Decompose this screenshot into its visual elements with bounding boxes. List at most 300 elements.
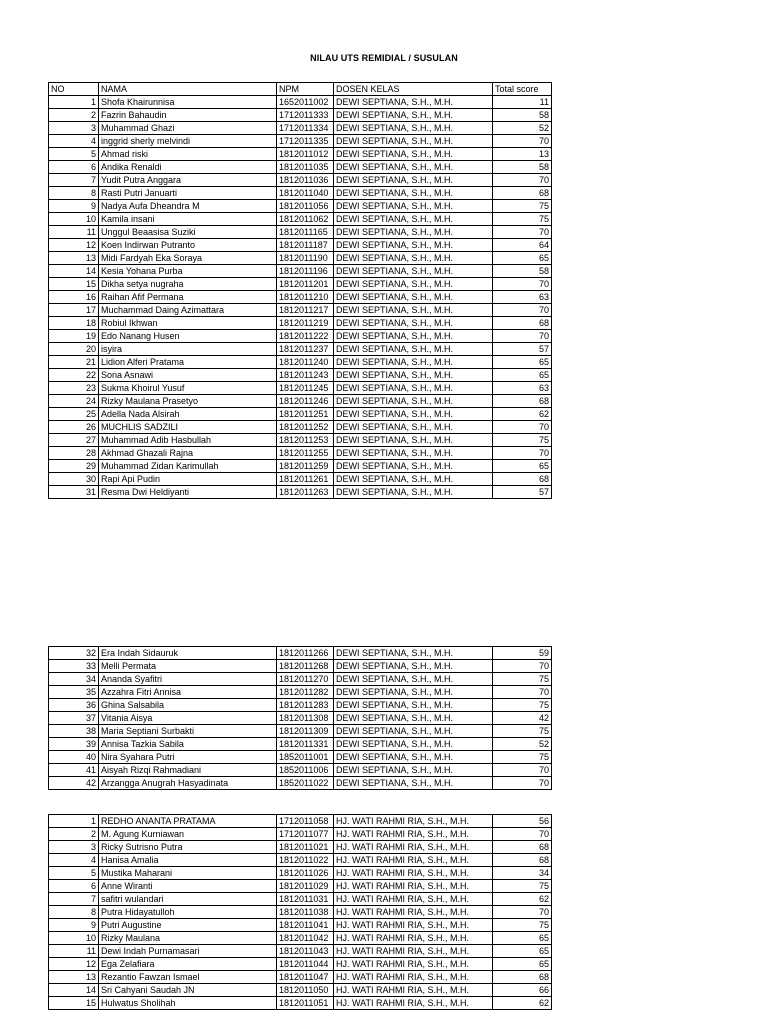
table-row [49, 919, 552, 932]
table-row [49, 699, 552, 712]
table-row [49, 841, 552, 854]
row-dosen: DEWI SEPTIANA, S.H., M.H. [334, 96, 493, 109]
row-dosen: DEWI SEPTIANA, S.H., M.H. [334, 239, 493, 252]
table-row [49, 712, 552, 725]
row-dosen: HJ. WATI RAHMI RIA, S.H., M.H. [334, 828, 493, 841]
row-score: 52 [493, 122, 552, 135]
row-npm: 1712011334 [277, 122, 334, 135]
row-npm: 1812011270 [277, 673, 334, 686]
row-score: 65 [493, 369, 552, 382]
row-nama: Rapi Api Pudin [99, 473, 277, 486]
row-dosen: DEWI SEPTIANA, S.H., M.H. [334, 135, 493, 148]
row-npm: 1812011040 [277, 187, 334, 200]
header-nama: NAMA [99, 83, 277, 96]
row-nama: Ahmad riski [99, 148, 277, 161]
table-row [49, 122, 552, 135]
row-no: 8 [49, 187, 99, 200]
row-no: 2 [49, 828, 99, 841]
row-dosen: DEWI SEPTIANA, S.H., M.H. [334, 447, 493, 460]
row-no: 28 [49, 447, 99, 460]
row-score: 11 [493, 96, 552, 109]
row-nama: Sri Cahyani Saudah JN [99, 984, 277, 997]
row-dosen: DEWI SEPTIANA, S.H., M.H. [334, 122, 493, 135]
row-npm: 1812011243 [277, 369, 334, 382]
row-score: 70 [493, 278, 552, 291]
header-dosen: DOSEN KELAS [334, 83, 493, 96]
table-row [49, 460, 552, 473]
header-row [49, 83, 552, 96]
row-dosen: DEWI SEPTIANA, S.H., M.H. [334, 304, 493, 317]
row-dosen: DEWI SEPTIANA, S.H., M.H. [334, 291, 493, 304]
row-no: 41 [49, 764, 99, 777]
table-row [49, 369, 552, 382]
row-npm: 1812011246 [277, 395, 334, 408]
row-nama: inggrid sherly melvindi [99, 135, 277, 148]
table-row [49, 725, 552, 738]
row-npm: 1812011217 [277, 304, 334, 317]
row-score: 68 [493, 841, 552, 854]
row-score: 70 [493, 330, 552, 343]
header-no: NO [49, 83, 99, 96]
table-row [49, 906, 552, 919]
row-dosen: DEWI SEPTIANA, S.H., M.H. [334, 686, 493, 699]
row-nama: M. Agung Kurniawan [99, 828, 277, 841]
row-dosen: HJ. WATI RAHMI RIA, S.H., M.H. [334, 867, 493, 880]
row-no: 13 [49, 971, 99, 984]
row-nama: Dikha setya nugraha [99, 278, 277, 291]
row-no: 24 [49, 395, 99, 408]
row-no: 6 [49, 880, 99, 893]
row-no: 1 [49, 96, 99, 109]
row-nama: Rizky Maulana [99, 932, 277, 945]
row-score: 62 [493, 997, 552, 1010]
row-npm: 1852011022 [277, 777, 334, 790]
row-score: 70 [493, 764, 552, 777]
row-score: 62 [493, 893, 552, 906]
row-nama: Muhammad Ghazi [99, 122, 277, 135]
row-nama: Aisyah Rizqi Rahmadiani [99, 764, 277, 777]
table-row [49, 997, 552, 1010]
row-score: 42 [493, 712, 552, 725]
row-npm: 1812011056 [277, 200, 334, 213]
row-score: 57 [493, 486, 552, 499]
row-dosen: DEWI SEPTIANA, S.H., M.H. [334, 751, 493, 764]
row-npm: 1812011043 [277, 945, 334, 958]
table-row [49, 647, 552, 660]
row-no: 39 [49, 738, 99, 751]
row-no: 9 [49, 919, 99, 932]
row-nama: Azzahra Fitri Annisa [99, 686, 277, 699]
row-score: 56 [493, 815, 552, 828]
row-no: 14 [49, 984, 99, 997]
row-score: 34 [493, 867, 552, 880]
row-npm: 1712011335 [277, 135, 334, 148]
table-row [49, 932, 552, 945]
header-score: Total score [493, 83, 552, 96]
row-no: 34 [49, 673, 99, 686]
row-nama: Raihan Afif Permana [99, 291, 277, 304]
row-dosen: HJ. WATI RAHMI RIA, S.H., M.H. [334, 971, 493, 984]
row-score: 68 [493, 473, 552, 486]
row-nama: Ananda Syafitri [99, 673, 277, 686]
row-no: 14 [49, 265, 99, 278]
row-score: 70 [493, 135, 552, 148]
table-row [49, 174, 552, 187]
row-dosen: DEWI SEPTIANA, S.H., M.H. [334, 174, 493, 187]
row-nama: Midi Fardyah Eka Soraya [99, 252, 277, 265]
row-nama: Muhammad Zidan Karimullah [99, 460, 277, 473]
row-npm: 1812011282 [277, 686, 334, 699]
row-npm: 1812011222 [277, 330, 334, 343]
row-nama: Melli Permata [99, 660, 277, 673]
row-npm: 1812011187 [277, 239, 334, 252]
row-nama: Unggul Beaasisa Suziki [99, 226, 277, 239]
row-dosen: DEWI SEPTIANA, S.H., M.H. [334, 200, 493, 213]
table-row [49, 815, 552, 828]
row-npm: 1812011031 [277, 893, 334, 906]
row-nama: isyira [99, 343, 277, 356]
row-score: 68 [493, 971, 552, 984]
row-npm: 1812011201 [277, 278, 334, 291]
table-row [49, 343, 552, 356]
row-dosen: DEWI SEPTIANA, S.H., M.H. [334, 738, 493, 751]
row-npm: 1812011029 [277, 880, 334, 893]
row-npm: 1852011006 [277, 764, 334, 777]
row-no: 2 [49, 109, 99, 122]
row-no: 4 [49, 854, 99, 867]
row-nama: Lidion Alferi Pratama [99, 356, 277, 369]
row-dosen: DEWI SEPTIANA, S.H., M.H. [334, 187, 493, 200]
row-score: 70 [493, 828, 552, 841]
table-row [49, 239, 552, 252]
row-dosen: DEWI SEPTIANA, S.H., M.H. [334, 660, 493, 673]
row-no: 31 [49, 486, 99, 499]
row-nama: Maria Septiani Surbakti [99, 725, 277, 738]
row-nama: Shofa Khairunnisa [99, 96, 277, 109]
row-nama: Hanisa Amalia [99, 854, 277, 867]
row-npm: 1812011283 [277, 699, 334, 712]
row-npm: 1812011240 [277, 356, 334, 369]
row-dosen: DEWI SEPTIANA, S.H., M.H. [334, 109, 493, 122]
table-row [49, 854, 552, 867]
row-no: 40 [49, 751, 99, 764]
row-nama: Edo Nanang Husen [99, 330, 277, 343]
row-score: 58 [493, 109, 552, 122]
row-score: 62 [493, 408, 552, 421]
table-row [49, 473, 552, 486]
row-score: 63 [493, 382, 552, 395]
row-dosen: HJ. WATI RAHMI RIA, S.H., M.H. [334, 880, 493, 893]
row-nama: Resma Dwi Heldiyanti [99, 486, 277, 499]
row-npm: 1812011219 [277, 317, 334, 330]
table-row [49, 265, 552, 278]
row-score: 58 [493, 161, 552, 174]
row-no: 7 [49, 893, 99, 906]
row-nama: Ega Zelafiara [99, 958, 277, 971]
row-score: 63 [493, 291, 552, 304]
row-npm: 1712011077 [277, 828, 334, 841]
table-row [49, 200, 552, 213]
row-score: 70 [493, 447, 552, 460]
table-row [49, 828, 552, 841]
row-score: 70 [493, 906, 552, 919]
table-row [49, 945, 552, 958]
table-row [49, 408, 552, 421]
row-npm: 1812011309 [277, 725, 334, 738]
row-npm: 1812011036 [277, 174, 334, 187]
row-score: 75 [493, 725, 552, 738]
row-dosen: HJ. WATI RAHMI RIA, S.H., M.H. [334, 854, 493, 867]
score-table-1 [48, 82, 552, 499]
row-no: 10 [49, 213, 99, 226]
row-nama: Era Indah Sidauruk [99, 647, 277, 660]
row-no: 11 [49, 226, 99, 239]
row-npm: 1712011058 [277, 815, 334, 828]
row-no: 13 [49, 252, 99, 265]
row-npm: 1812011062 [277, 213, 334, 226]
row-dosen: DEWI SEPTIANA, S.H., M.H. [334, 699, 493, 712]
row-dosen: DEWI SEPTIANA, S.H., M.H. [334, 673, 493, 686]
row-no: 16 [49, 291, 99, 304]
row-npm: 1812011266 [277, 647, 334, 660]
row-npm: 1812011165 [277, 226, 334, 239]
row-nama: Kamila insani [99, 213, 277, 226]
row-dosen: DEWI SEPTIANA, S.H., M.H. [334, 486, 493, 499]
row-dosen: DEWI SEPTIANA, S.H., M.H. [334, 395, 493, 408]
row-npm: 1812011190 [277, 252, 334, 265]
row-no: 6 [49, 161, 99, 174]
row-no: 7 [49, 174, 99, 187]
table-row [49, 764, 552, 777]
row-score: 70 [493, 304, 552, 317]
row-npm: 1812011331 [277, 738, 334, 751]
row-npm: 1812011259 [277, 460, 334, 473]
row-dosen: DEWI SEPTIANA, S.H., M.H. [334, 369, 493, 382]
table-row [49, 213, 552, 226]
row-nama: Mustika Maharani [99, 867, 277, 880]
row-no: 30 [49, 473, 99, 486]
row-nama: Ghina Salsabila [99, 699, 277, 712]
row-nama: Vitania Aisya [99, 712, 277, 725]
row-nama: Arzangga Anugrah Hasyadinata [99, 777, 277, 790]
row-npm: 1712011333 [277, 109, 334, 122]
row-dosen: DEWI SEPTIANA, S.H., M.H. [334, 647, 493, 660]
row-dosen: DEWI SEPTIANA, S.H., M.H. [334, 764, 493, 777]
row-no: 15 [49, 997, 99, 1010]
row-dosen: DEWI SEPTIANA, S.H., M.H. [334, 473, 493, 486]
table-row [49, 777, 552, 790]
row-dosen: HJ. WATI RAHMI RIA, S.H., M.H. [334, 815, 493, 828]
row-no: 11 [49, 945, 99, 958]
row-dosen: HJ. WATI RAHMI RIA, S.H., M.H. [334, 841, 493, 854]
row-no: 36 [49, 699, 99, 712]
row-dosen: DEWI SEPTIANA, S.H., M.H. [334, 226, 493, 239]
row-dosen: DEWI SEPTIANA, S.H., M.H. [334, 434, 493, 447]
table-row [49, 161, 552, 174]
row-no: 12 [49, 958, 99, 971]
row-score: 70 [493, 226, 552, 239]
row-nama: Rizky Maulana Prasetyo [99, 395, 277, 408]
row-nama: REDHO ANANTA PRATAMA [99, 815, 277, 828]
row-npm: 1812011261 [277, 473, 334, 486]
row-nama: safitri wulandari [99, 893, 277, 906]
row-dosen: DEWI SEPTIANA, S.H., M.H. [334, 343, 493, 356]
row-dosen: DEWI SEPTIANA, S.H., M.H. [334, 725, 493, 738]
row-npm: 1812011263 [277, 486, 334, 499]
row-no: 21 [49, 356, 99, 369]
row-npm: 1812011035 [277, 161, 334, 174]
row-no: 17 [49, 304, 99, 317]
row-no: 32 [49, 647, 99, 660]
row-npm: 1852011001 [277, 751, 334, 764]
row-score: 75 [493, 751, 552, 764]
row-no: 12 [49, 239, 99, 252]
row-dosen: DEWI SEPTIANA, S.H., M.H. [334, 356, 493, 369]
row-score: 75 [493, 213, 552, 226]
row-nama: Kesia Yohana Purba [99, 265, 277, 278]
row-dosen: HJ. WATI RAHMI RIA, S.H., M.H. [334, 997, 493, 1010]
row-score: 64 [493, 239, 552, 252]
row-no: 42 [49, 777, 99, 790]
table-row [49, 252, 552, 265]
row-nama: Dewi Indah Purnamasari [99, 945, 277, 958]
page-title: NILAU UTS REMIDIAL / SUSULAN [310, 53, 458, 63]
row-nama: Rasti Putri Januarti [99, 187, 277, 200]
row-score: 57 [493, 343, 552, 356]
row-npm: 1812011196 [277, 265, 334, 278]
row-npm: 1652011002 [277, 96, 334, 109]
row-npm: 1812011042 [277, 932, 334, 945]
row-nama: Ricky Sutrisno Putra [99, 841, 277, 854]
row-dosen: DEWI SEPTIANA, S.H., M.H. [334, 330, 493, 343]
table-row [49, 421, 552, 434]
row-nama: Muhammad Adib Hasbullah [99, 434, 277, 447]
row-no: 18 [49, 317, 99, 330]
row-nama: Nira Syahara Putri [99, 751, 277, 764]
row-no: 19 [49, 330, 99, 343]
row-nama: Rezantio Fawzan Ismael [99, 971, 277, 984]
table-row [49, 880, 552, 893]
row-npm: 1812011038 [277, 906, 334, 919]
row-nama: Yudit Putra Anggara [99, 174, 277, 187]
row-npm: 1812011047 [277, 971, 334, 984]
row-dosen: DEWI SEPTIANA, S.H., M.H. [334, 408, 493, 421]
row-dosen: DEWI SEPTIANA, S.H., M.H. [334, 265, 493, 278]
table-row [49, 135, 552, 148]
row-npm: 1812011268 [277, 660, 334, 673]
table-row [49, 686, 552, 699]
row-no: 35 [49, 686, 99, 699]
row-nama: Fazrin Bahaudin [99, 109, 277, 122]
row-score: 68 [493, 395, 552, 408]
row-score: 52 [493, 738, 552, 751]
row-dosen: DEWI SEPTIANA, S.H., M.H. [334, 777, 493, 790]
row-no: 37 [49, 712, 99, 725]
row-score: 65 [493, 460, 552, 473]
row-no: 15 [49, 278, 99, 291]
row-nama: Adella Nada Alsirah [99, 408, 277, 421]
table-row [49, 751, 552, 764]
row-npm: 1812011022 [277, 854, 334, 867]
row-nama: Sukma Khoirul Yusuf [99, 382, 277, 395]
row-dosen: DEWI SEPTIANA, S.H., M.H. [334, 460, 493, 473]
row-dosen: HJ. WATI RAHMI RIA, S.H., M.H. [334, 984, 493, 997]
row-dosen: DEWI SEPTIANA, S.H., M.H. [334, 148, 493, 161]
row-npm: 1812011251 [277, 408, 334, 421]
row-nama: Koen Indirwan Putranto [99, 239, 277, 252]
row-no: 5 [49, 148, 99, 161]
row-score: 75 [493, 434, 552, 447]
row-dosen: HJ. WATI RAHMI RIA, S.H., M.H. [334, 906, 493, 919]
row-npm: 1812011050 [277, 984, 334, 997]
row-score: 70 [493, 174, 552, 187]
table-row [49, 109, 552, 122]
row-no: 5 [49, 867, 99, 880]
row-no: 3 [49, 841, 99, 854]
row-dosen: DEWI SEPTIANA, S.H., M.H. [334, 712, 493, 725]
row-no: 20 [49, 343, 99, 356]
row-npm: 1812011237 [277, 343, 334, 356]
row-dosen: DEWI SEPTIANA, S.H., M.H. [334, 382, 493, 395]
table-row [49, 738, 552, 751]
row-no: 10 [49, 932, 99, 945]
table-row [49, 486, 552, 499]
table-row [49, 893, 552, 906]
table-row [49, 958, 552, 971]
row-score: 75 [493, 699, 552, 712]
table-row [49, 434, 552, 447]
row-nama: Akhmad Ghazali Rajna [99, 447, 277, 460]
row-npm: 1812011308 [277, 712, 334, 725]
table-row [49, 356, 552, 369]
row-score: 68 [493, 854, 552, 867]
row-nama: Putri Augustine [99, 919, 277, 932]
row-npm: 1812011253 [277, 434, 334, 447]
row-dosen: HJ. WATI RAHMI RIA, S.H., M.H. [334, 932, 493, 945]
row-npm: 1812011255 [277, 447, 334, 460]
row-dosen: HJ. WATI RAHMI RIA, S.H., M.H. [334, 919, 493, 932]
header-npm: NPM [277, 83, 334, 96]
row-nama: MUCHLIS SADZILI [99, 421, 277, 434]
row-no: 27 [49, 434, 99, 447]
row-score: 65 [493, 958, 552, 971]
row-score: 59 [493, 647, 552, 660]
row-score: 70 [493, 421, 552, 434]
row-score: 70 [493, 777, 552, 790]
row-dosen: DEWI SEPTIANA, S.H., M.H. [334, 161, 493, 174]
row-score: 13 [493, 148, 552, 161]
row-dosen: DEWI SEPTIANA, S.H., M.H. [334, 317, 493, 330]
row-no: 26 [49, 421, 99, 434]
table-row [49, 304, 552, 317]
row-nama: Putra Hidayatulloh [99, 906, 277, 919]
table-row [49, 382, 552, 395]
row-dosen: DEWI SEPTIANA, S.H., M.H. [334, 278, 493, 291]
table-row [49, 148, 552, 161]
table-row [49, 317, 552, 330]
table-row [49, 330, 552, 343]
row-score: 70 [493, 686, 552, 699]
row-no: 38 [49, 725, 99, 738]
row-score: 65 [493, 252, 552, 265]
row-npm: 1812011012 [277, 148, 334, 161]
table-row [49, 971, 552, 984]
row-nama: Sona Asnawi [99, 369, 277, 382]
table-row [49, 278, 552, 291]
row-score: 75 [493, 673, 552, 686]
row-score: 70 [493, 660, 552, 673]
table-row [49, 447, 552, 460]
